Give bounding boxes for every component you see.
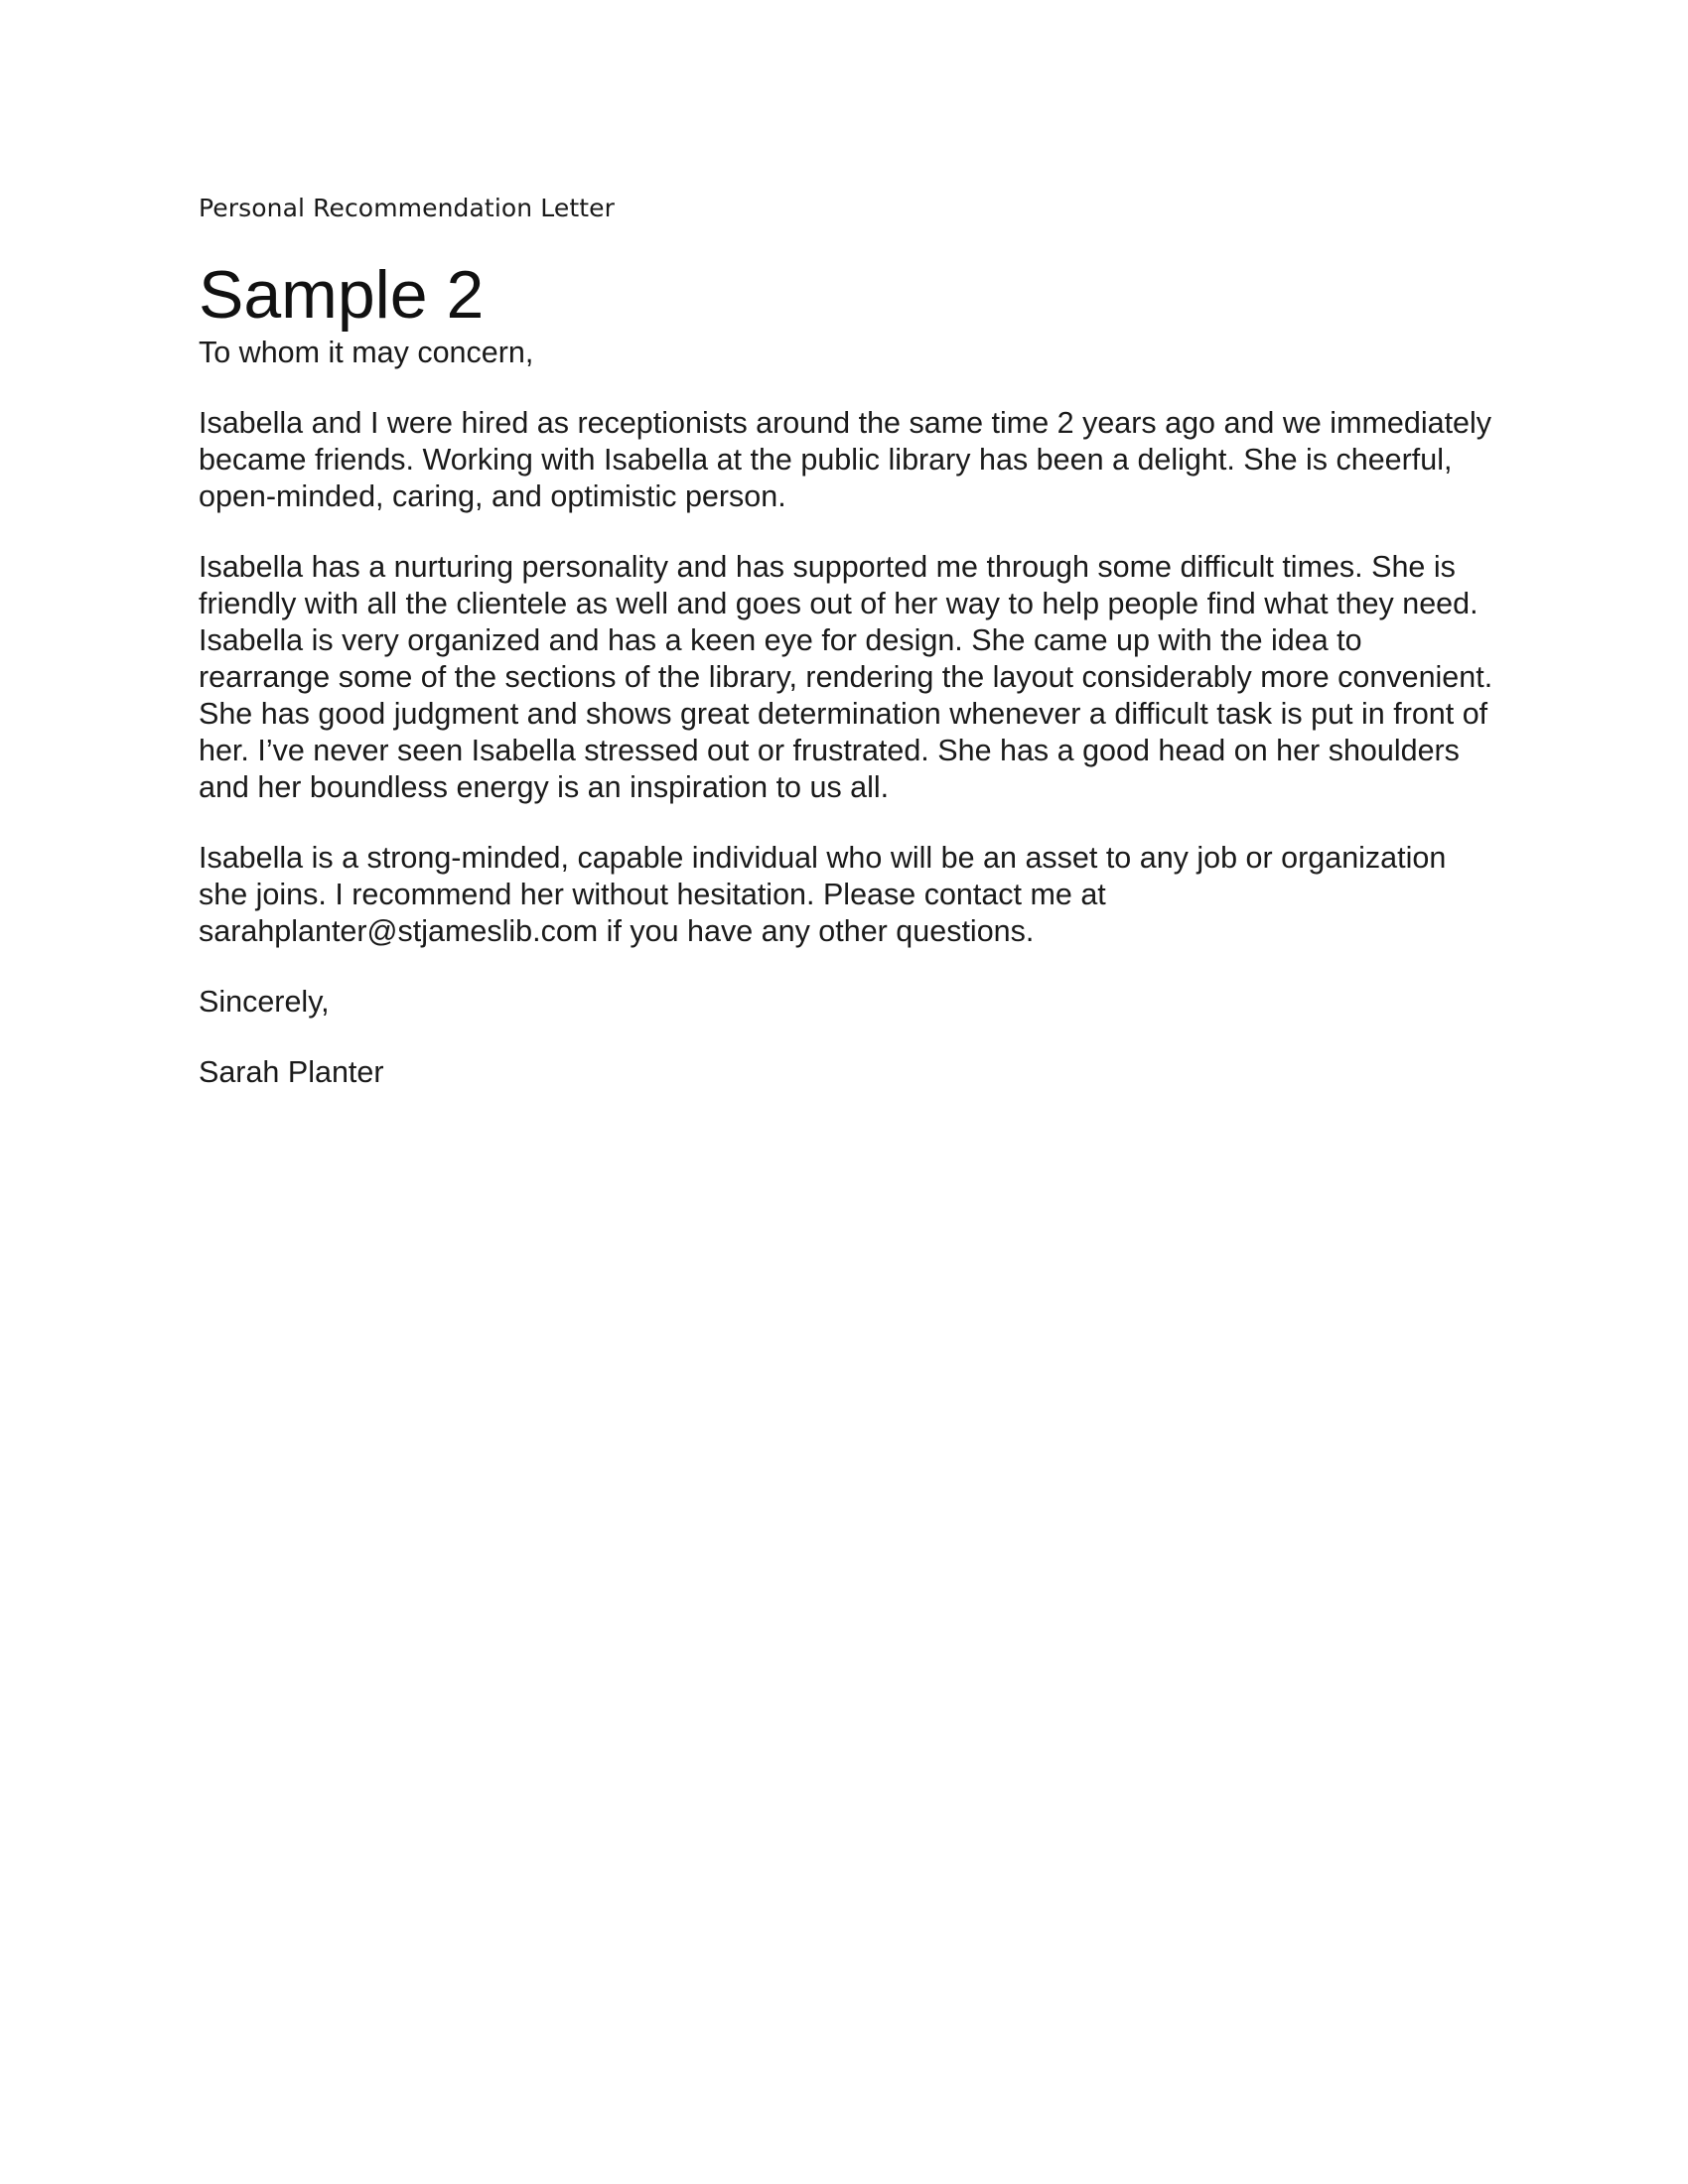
paragraph-qualities: Isabella has a nurturing personality and has supported me through some difficult times. She is friendly with all the clientele as well and goes out of her way to help people find what they need. Isabella is very organized and has a keen eye for design. She came up with the idea to rearrange some of the sections of the library, rendering the layout considerably more convenient. She has good judgment and shows great determination whenever a difficult task is put in front of her. I’ve never seen Isabella stressed out or frustrated. She has a good head on her shoulders and her boundless energy is an inspiration to us all.: [199, 550, 1493, 804]
letter-content: [199, 192, 1499, 1091]
page-title: Sample 2: [199, 257, 485, 333]
signature-name: Sarah Planter: [199, 1055, 384, 1089]
paragraph-recommendation: Isabella is a strong-minded, capable individual who will be an asset to any job or organization she joins. I recommend her without hesitation. Please contact me at sarahplanter@stjameslib.com if you have any other questions.: [199, 841, 1447, 948]
closing: Sincerely,: [199, 985, 330, 1019]
paragraph-intro: Isabella and I were hired as receptionists around the same time 2 years ago and we immediately became friends. Working with Isabella at the public library has been a delight. She is cheerful, open-minded, caring, and optimistic person.: [199, 406, 1492, 513]
salutation: To whom it may concern,: [199, 336, 534, 369]
document-label: Personal Recommendation Letter: [199, 194, 615, 222]
